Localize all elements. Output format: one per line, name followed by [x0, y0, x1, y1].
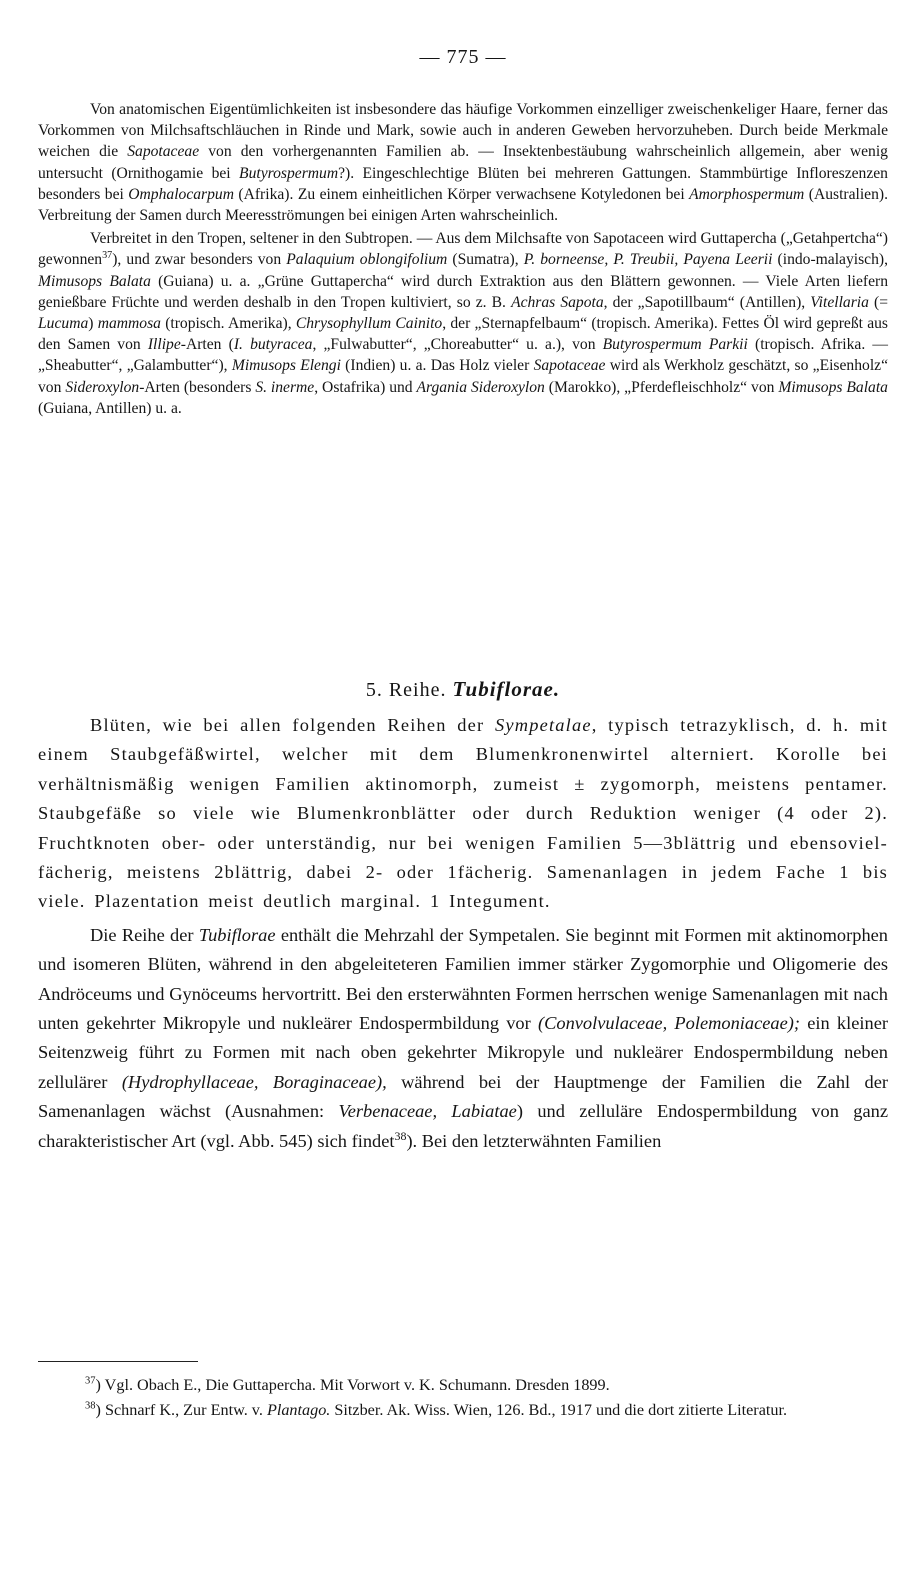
- footnote-text: ) Vgl. Obach E., Die Guttapercha. Mit Vorwort v. K. Schumann. Dresden 1899.: [95, 1376, 610, 1394]
- text: Verbreitet in den Tropen, seltener in den Subtropen. — Aus dem Milchsafte von Sapotaceen wird Guttapercha („Getahpertcha“) gewonnen: [38, 230, 888, 269]
- taxon-name: Chrysophyllum Cainito: [295, 315, 443, 333]
- text: ). Bei den letzterwähnten Familien: [406, 1130, 662, 1151]
- footnote-text: ) Schnarf K., Zur Entw. v.: [95, 1400, 267, 1419]
- text: ?). Eingeschlechtige Blüten bei mehreren Gattungen. Stammbürtige Infloreszenzen besonders bei: [38, 164, 888, 203]
- taxon-name: Butyrospermum Parkii: [602, 336, 748, 354]
- taxon-name: Mimusops Balata: [778, 378, 888, 396]
- footnote-37: [38, 1373, 888, 1398]
- text: ) und zelluläre Endospermbildung von ganz charakteristischer Art (vgl. Abb. 545) sich findet: [38, 1101, 888, 1151]
- taxon-name: Illipe: [147, 336, 181, 354]
- page-number: — 775 —: [419, 46, 507, 68]
- taxon-name: Achras Sapota: [511, 293, 604, 311]
- text: (Guiana) u. a. „Grüne Guttapercha“ wird durch Extraktion aus den Blättern gewonnen. — Viele Arten liefern genießbare Früchte und werden deshalb in den Tropen kultiviert, so z. B.: [38, 272, 888, 311]
- paragraph-overview: [38, 921, 888, 1156]
- text: -Arten (besonders: [139, 378, 256, 396]
- taxon-name: Mimusops Balata: [38, 272, 151, 290]
- text: wird als Werkholz geschätzt, so „Eisenholz“ von: [38, 357, 888, 396]
- text: (Afrika). Zu einem einheitlichen Körper verwachsene Kotyledonen bei: [233, 185, 690, 203]
- text: während bei der Hauptmenge der Familien die Zahl der Samenanlagen wächst (Ausnahmen:: [38, 1071, 888, 1122]
- text: (tropisch. Amerika),: [160, 315, 296, 333]
- section-number: 5. Reihe.: [365, 679, 453, 701]
- text: (tropisch. Afrika. — „Sheabutter“, „Galambutter“),: [38, 336, 888, 375]
- taxon-name: Tubiflorae: [198, 924, 276, 945]
- text: ), und zwar besonders von: [112, 251, 287, 269]
- text: (Sumatra),: [447, 251, 524, 269]
- taxon-name: Butyrospermum: [239, 164, 339, 182]
- text: , Ostafrika) und: [314, 378, 417, 396]
- tubiflorae-section: [38, 711, 888, 1156]
- text: Die Reihe der: [90, 924, 199, 945]
- text: (=: [868, 293, 888, 311]
- text: , typisch tetrazyklisch, d. h. mit einem Staubgefäßwirtel, welcher mit dem Blumenkronenwirtel alterniert. Korolle bei verhältnismäßig wenigen Familien aktinomorph, zumeist ± zygomorph, meistens pentamer. Staubgefäße so viele wie Blumenkronblätter oder durch Reduktion weniger (4 oder 2). Fruchtknoten ober- oder unterständig, nur bei wenigen Familien 5—3blättrig und ebensoviel-fächerig, meistens 2blättrig, dabei 2- oder 1fächerig. Samenanlagen in jedem Fache 1 bis viele. Plazentation meist deutlich marginal. 1 Integument.: [38, 715, 888, 912]
- taxon-name: S. inerme: [255, 378, 315, 396]
- taxon-name: Sideroxylon: [65, 378, 140, 396]
- taxon-name: Sapotaceae: [127, 143, 200, 161]
- text: (Guiana, Antillen) u. a.: [38, 399, 182, 417]
- text: (indo-malayisch),: [772, 251, 888, 269]
- taxon-name: Sapotaceae: [533, 357, 606, 375]
- text: Von anatomischen Eigentümlichkeiten ist insbesondere das häufige Vorkommen einzelliger zweischenkeliger Haare, ferner das Vorkommen von Milchsaftschläuchen in Rinde und Mark, sowie auch in anderen Geweben hervorzuheben. Durch beide Merkmale weichen die: [38, 101, 888, 161]
- section-heading: [38, 677, 888, 702]
- footnote-ref-37[interactable]: 37: [102, 250, 113, 262]
- taxon-name: I. butyracea: [233, 336, 313, 354]
- sapotaceae-section: [38, 99, 888, 419]
- footnote-indent: [38, 1401, 85, 1419]
- taxon-name: Plantago.: [266, 1400, 331, 1419]
- taxon-name: Mimusops Elengi: [231, 357, 341, 375]
- paragraph-characteristics: [38, 711, 888, 917]
- text: von den vorhergenannten Familien ab. — Insektenbestäubung wahrscheinlich allgemein, aber wenig untersucht (Ornithogamie bei: [38, 143, 888, 182]
- footnote-text: Sitzber. Ak. Wiss. Wien, 126. Bd., 1917 und die dort zitierte Literatur.: [330, 1400, 788, 1419]
- text: (Indien) u. a. Das Holz vieler: [340, 357, 534, 375]
- taxon-name: Amorphospermum: [689, 185, 805, 203]
- text: enthält die Mehrzahl der Sympetalen. Sie beginnt mit Formen mit aktinomorphen und isomeren Blüten, während in den abgeleiteteren Familien immer stärker Zygomorphie und Oligomerie des Andröceums und Gynöceums hervortritt. Bei den ersterwähnten Formen herrschen wenige Samenanlagen mit nach unten gekehrter Mikropyle und nukleärer Endospermbildung vor: [38, 924, 889, 1034]
- section-title: Tubiflorae.: [452, 677, 561, 701]
- paragraph-anatomy: [38, 99, 888, 226]
- taxon-name: Lucuma: [38, 315, 89, 333]
- taxon-name: Sympetalae: [494, 715, 592, 735]
- text: ein kleiner Seitenzweig führt zu Formen mit nach oben gekehrter Mikropyle und nukleärer Endospermbildung neben zellulärer: [38, 1013, 888, 1092]
- text: (Australien). Verbreitung der Samen durch Meeresströmungen bei einigen Arten wahrscheinlich.: [38, 185, 888, 225]
- text: , „Fulwabutter“, „Choreabutter“ u. a.), von: [312, 336, 603, 354]
- footnotes: [38, 1373, 888, 1422]
- taxon-name: Argania Sideroxylon: [416, 378, 545, 396]
- taxon-name: mammosa: [97, 315, 161, 333]
- taxon-name: Vitellaria: [810, 293, 869, 311]
- taxon-name: (Hydrophyllaceae, Boraginaceae),: [121, 1071, 387, 1092]
- text: Blüten, wie bei allen folgenden Reihen der: [90, 715, 495, 735]
- footnote-mark: 37: [85, 1375, 96, 1387]
- text: , der „Sternapfelbaum“ (tropisch. Amerika). Fettes Öl wird gepreßt aus den Samen von: [38, 315, 888, 354]
- footnote-divider: [38, 1361, 198, 1362]
- footnote-ref-38[interactable]: 38: [394, 1128, 407, 1143]
- taxon-name: Verbenaceae, Labiatae: [338, 1101, 517, 1122]
- footnote-mark: 38: [85, 1400, 96, 1412]
- text: ): [88, 315, 98, 333]
- text: , der „Sapotillbaum“ (Antillen),: [603, 293, 811, 311]
- taxon-name: (Convolvulaceae, Polemoniaceae);: [537, 1013, 801, 1034]
- text: -Arten (: [180, 336, 234, 354]
- footnote-38: [38, 1398, 888, 1423]
- taxon-name: Palaquium oblongifolium: [286, 251, 448, 269]
- text: (Marokko), „Pferdefleischholz“ von: [544, 378, 779, 396]
- paragraph-distribution: [38, 228, 888, 419]
- taxon-name: Omphalocarpum: [128, 185, 234, 203]
- taxon-name: P. borneense, P. Treubii, Payena Leerii: [523, 251, 773, 269]
